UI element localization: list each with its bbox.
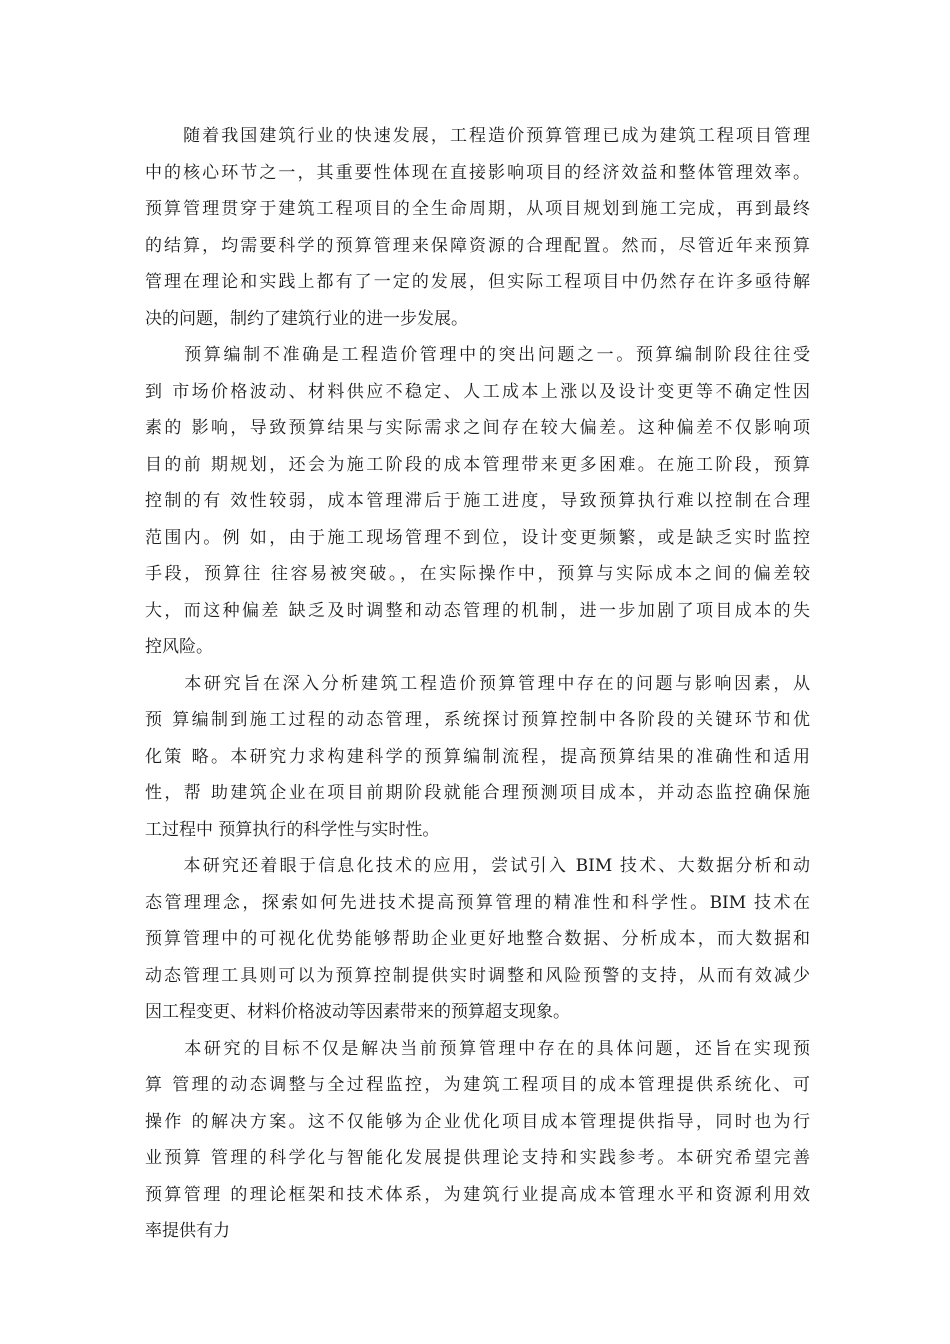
text-line: 预算管理 的理论框架和技术体系，为建筑行业提高成本管理水平和资源利用效 — [145, 1184, 810, 1205]
text-line: 预算编制不准确是工程造价管理中的突出问题之一。预算编制阶段往往受 — [145, 345, 810, 365]
text-line: 决的问题，制约了建筑行业的进一步发展。 — [145, 308, 468, 329]
text-line: 的结算，均需要科学的预算管理来保障资源的合理配置。然而，尽管近年来预算 — [145, 235, 810, 256]
text-line: 工过程中 预算执行的科学性与实时性。 — [145, 819, 440, 840]
text-line: 控风险。 — [145, 637, 213, 657]
text-line: 控制的有 效性较弱，成本管理滞后于施工进度，导致预算执行难以控制在合理 — [145, 491, 810, 511]
text-line: 范围内。例 如，由于施工现场管理不到位，设计变更频繁，或是缺乏实时监控 — [145, 527, 810, 548]
text-line: 业预算 管理的科学化与智能化发展提供理论支持和实践参考。本研究希望完善 — [145, 1148, 810, 1168]
text-line: 态管理理念，探索如何先进技术提高预算管理的精准性和科学性。BIM 技术在 — [145, 892, 810, 913]
text-line: 随着我国建筑行业的快速发展，工程造价预算管理已成为建筑工程项目管理 — [145, 126, 810, 146]
text-line: 目的前 期规划，还会为施工阶段的成本管理带来更多困难。在施工阶段，预算 — [145, 454, 810, 475]
text-line: 本研究还着眼于信息化技术的应用，尝试引入 BIM 技术、大数据分析和动 — [145, 856, 810, 876]
text-line: 大，而这种偏差 缺乏及时调整和动态管理的机制，进一步加剧了项目成本的失 — [145, 600, 810, 621]
text-line: 手段，预算往 往容易被突破。，在实际操作中，预算与实际成本之间的偏差较 — [145, 564, 810, 584]
text-line: 本研究的目标不仅是解决当前预算管理中存在的具体问题，还旨在实现预 — [145, 1038, 810, 1059]
text-line: 中的核心环节之一，其重要性体现在直接影响项目的经济效益和整体管理效率。 — [145, 162, 810, 183]
text-line: 率提供有力 — [145, 1221, 230, 1241]
text-line: 到 市场价格波动、材料供应不稳定、人工成本上涨以及设计变更等不确定性因 — [145, 381, 810, 402]
text-line: 性，帮 助建筑企业在项目前期阶段就能合理预测项目成本，并动态监控确保施 — [145, 783, 810, 803]
text-line: 算 管理的动态调整与全过程监控，为建筑工程项目的成本管理提供系统化、可 — [145, 1075, 810, 1095]
text-line: 管理在理论和实践上都有了一定的发展，但实际工程项目中仍然存在许多亟待解 — [145, 272, 810, 292]
text-line: 因工程变更、材料价格波动等因素带来的预算超支现象。 — [145, 1002, 570, 1022]
paragraph — [145, 848, 810, 1031]
text-line: 预算管理中的可视化优势能够帮助企业更好地整合数据、分析成本，而大数据和 — [145, 929, 810, 949]
paragraph — [145, 118, 810, 337]
paragraph — [145, 1031, 810, 1250]
text-line: 本研究旨在深入分析建筑工程造价预算管理中存在的问题与影响因素，从 — [145, 673, 810, 694]
text-line: 动态管理工具则可以为预算控制提供实时调整和风险预警的支持，从而有效减少 — [145, 965, 810, 986]
text-line: 素的 影响，导致预算结果与实际需求之间存在较大偏差。这种偏差不仅影响项 — [145, 418, 810, 438]
text-line: 操作 的解决方案。这不仅能够为企业优化项目成本管理提供指导，同时也为行 — [145, 1111, 810, 1132]
text-line: 预 算编制到施工过程的动态管理，系统探讨预算控制中各阶段的关键环节和优 — [145, 710, 810, 730]
document-body — [145, 118, 810, 1250]
text-line: 预算管理贯穿于建筑工程项目的全生命周期，从项目规划到施工完成，再到最终 — [145, 199, 810, 219]
paragraph — [145, 337, 810, 666]
text-line: 化策 略。本研究力求构建科学的预算编制流程，提高预算结果的准确性和适用 — [145, 746, 810, 767]
paragraph — [145, 666, 810, 849]
